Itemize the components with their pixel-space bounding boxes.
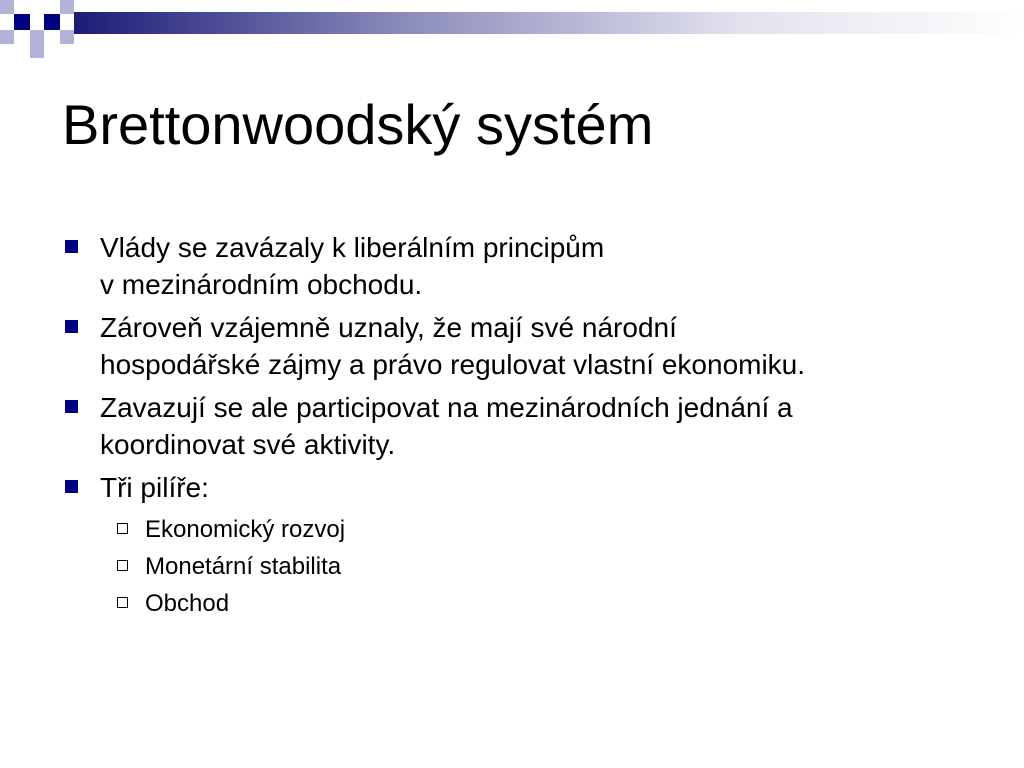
bullet-text-line: Tři pilíře: — [100, 472, 209, 503]
deco-square — [30, 44, 44, 58]
sub-bullet-item — [62, 548, 992, 585]
sub-bullet-text: Ekonomický rozvoj — [145, 516, 346, 543]
sub-bullet-text: Obchod — [145, 590, 230, 617]
square-bullet-icon — [65, 400, 78, 413]
slide-title: Brettonwoodský systém — [62, 93, 654, 156]
deco-square — [30, 0, 44, 14]
bullet-item — [62, 469, 992, 622]
deco-square — [60, 30, 74, 44]
deco-square — [30, 30, 44, 44]
sub-bullet-text: Monetární stabilita — [145, 553, 342, 580]
sub-bullet-item — [62, 511, 992, 548]
deco-square — [44, 14, 60, 30]
bullet-text-line: hospodářské zájmy a právo regulovat vlastní ekonomiku. — [100, 349, 806, 380]
square-bullet-icon — [65, 240, 78, 253]
bullet-list — [62, 229, 992, 622]
deco-square — [60, 0, 74, 14]
hollow-square-bullet-icon — [117, 560, 128, 571]
bullet-text-line: Vlády se zavázaly k liberálním principům — [100, 232, 605, 263]
sub-bullet-item — [62, 585, 992, 622]
bullet-text-line: Zavazují se ale participovat na mezinárodních jednání a — [100, 392, 793, 423]
bullet-text-line: Zároveň vzájemně uznaly, že mají své národní — [100, 312, 677, 343]
deco-square — [0, 0, 14, 14]
bullet-text-line: v mezinárodním obchodu. — [100, 269, 423, 300]
header-gradient-bar — [74, 12, 1024, 34]
sub-bullet-list — [62, 511, 992, 622]
hollow-square-bullet-icon — [117, 523, 128, 534]
deco-square — [0, 30, 14, 44]
hollow-square-bullet-icon — [117, 597, 128, 608]
bullet-text-line: koordinovat své aktivity. — [100, 429, 396, 460]
slide-content — [62, 229, 992, 628]
bullet-item — [62, 309, 992, 383]
square-bullet-icon — [65, 320, 78, 333]
deco-square — [14, 14, 30, 30]
bullet-item — [62, 229, 992, 303]
bullet-item — [62, 389, 992, 463]
header-decoration — [0, 0, 1024, 60]
square-bullet-icon — [65, 480, 78, 493]
